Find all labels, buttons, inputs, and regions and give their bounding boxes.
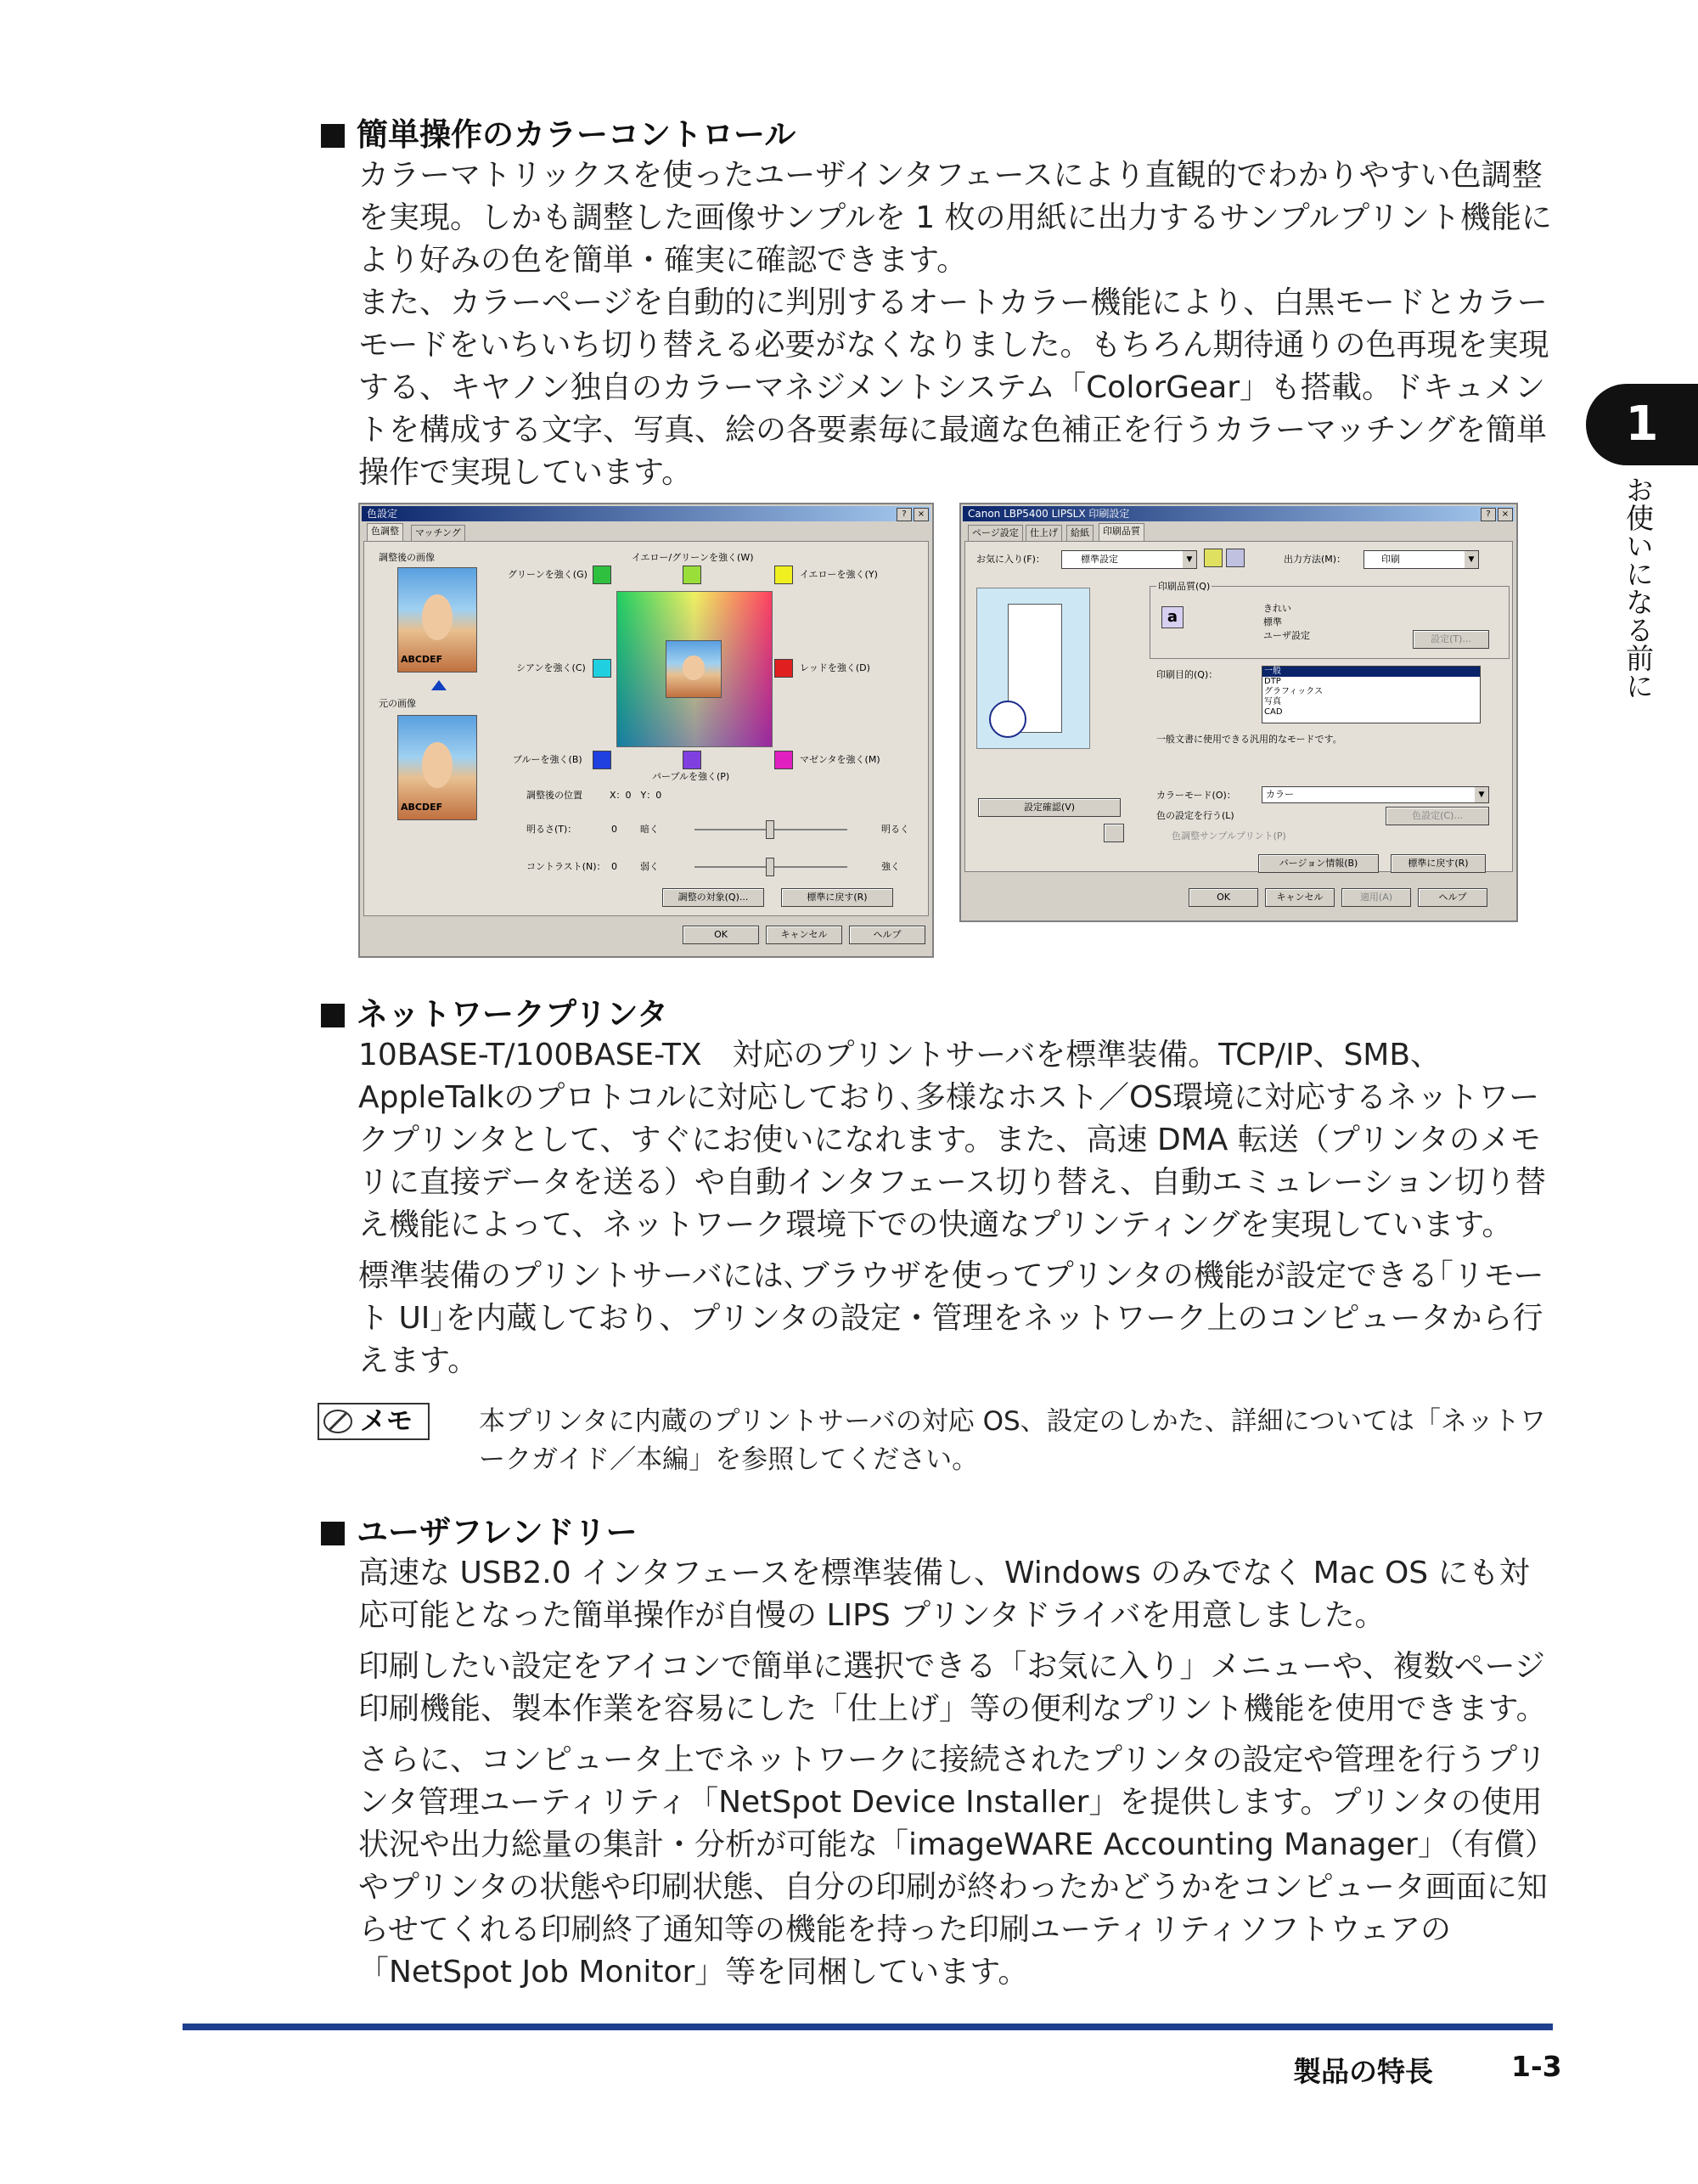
position-label: 調整後の位置 [526,790,582,801]
footer-title: 製品の特長 [1293,2055,1433,2088]
list-item[interactable]: DTP [1264,677,1281,686]
cyan-button[interactable] [593,659,611,678]
ok-button[interactable]: OK [1189,888,1258,907]
help-icon[interactable]: ? [897,508,912,521]
section-body-color-control [358,155,1552,494]
matrix-center-preview [666,640,722,698]
memo-label-box [318,1403,430,1440]
help-button[interactable]: ヘルプ [1418,888,1487,907]
section-heading-color-control: 簡単操作のカラーコントロール [321,115,796,155]
paragraph: 標準装備のプリントサーバには､ブラウザを使ってプリンタの機能が設定できる｢リモート UI｣を内蔵しており、プリンタの設定・管理をネットワーク上のコンピュータから行えます。 [358,1258,1544,1378]
output-label: 出力方法(M)： [1284,554,1347,565]
paragraph: また、カラーページを自動的に判別するオートカラー機能により、白黒モードとカラーモードをいちいち切り替える必要がなくなりました。もちろん期待通りの色再現を実現する、キヤノン独自のカラーマネジメントシステム「ColorGear」も搭載。ドキュメントを構成する文字、写真、絵の各要素毎に最適な色補正を行うカラーマッチングを簡単操作で実現しています。 [358,285,1549,490]
cancel-button[interactable]: キャンセル [766,926,842,944]
yellow-button[interactable] [774,566,793,584]
arrow-up-icon [431,680,447,690]
blue-button[interactable] [593,751,611,769]
list-item[interactable]: 一般 [1262,667,1480,677]
favorite-label: お気に入り(F)： [976,554,1045,565]
tab-color-adjust[interactable]: 色調整 [367,523,403,542]
output-select[interactable] [1363,550,1479,569]
help-button[interactable]: ヘルプ [849,926,925,944]
quality-option-standard[interactable]: 標準 [1263,616,1282,628]
brightness-slider-handle[interactable] [766,820,774,839]
tab-page-setup[interactable]: ページ設定 [968,525,1023,541]
tab-matching[interactable]: マッチング [411,525,465,541]
footer-rule [183,2024,1553,2030]
bright-label: 明るく [881,824,909,835]
apply-button[interactable]: 適用(A) [1341,888,1411,907]
position-value: X：0 Y：0 [610,790,662,801]
red-label: レッドを強く(D) [800,662,870,673]
restore-default-button[interactable]: 標準に戻す(R) [1391,854,1486,873]
memo-text: 本プリンタに内蔵のプリントサーバの対応 OS、設定のしかた、詳細については「ネットワークガイド／本編」を参照してください。 [479,1406,1547,1475]
magenta-label: マゼンタを強く(M) [800,754,880,765]
confirm-settings-button[interactable]: 設定確認(V) [978,798,1121,817]
tab-print-quality[interactable]: 印刷品質 [1099,523,1144,542]
chapter-label: お使いになる前に [1622,476,1655,700]
quality-option-fine[interactable]: きれい [1263,603,1291,614]
weak-label: 弱く [640,861,659,872]
green-button[interactable] [593,566,611,584]
yellow-green-label: イエロー/グリーンを強く(W) [632,552,754,563]
dialog-titlebar: 色設定 ? × [362,506,931,521]
brightness-label: 明るさ(T)： [526,824,577,835]
color-setting-checkbox[interactable]: 色の設定を行う(L) [1156,810,1234,821]
dark-label: 暗く [640,824,659,835]
print-purpose-label: 印刷目的(Q)： [1156,669,1218,680]
color-mode-value: カラー [1266,789,1294,800]
section-body-user-friendly [358,1552,1552,1994]
purpose-description: 一般文書に使用できる汎用的なモードです。 [1156,734,1342,745]
chevron-down-icon[interactable]: ▼ [1183,551,1196,568]
tab-paper-source[interactable]: 給紙 [1066,525,1094,541]
paragraph: さらに、コンピュータ上でネットワークに接続されたプリンタの設定や管理を行うプリンタ管理ユーティリティ「NetSpot Device Installer」を提供します。プリンタの使用状況や出力総量の集計・分析が可能な「imageWARE Accounting Manager」（有償）やプリンタの状態や印刷状態、自分の印刷が終わったかどうかをコンピュータ画面に知らせてくれる印刷終了通知等の機能を持った印刷ユーティリティソフトウェアの「NetSpot Job Monitor」等を同梱しています。 [358,1742,1548,1990]
page-preview [976,588,1090,749]
cancel-button[interactable]: キャンセル [1265,888,1335,907]
adjust-target-button[interactable]: 調整の対象(Q)... [662,888,764,907]
sample-print-checkbox[interactable]: 色調整サンプルプリント(P) [1172,830,1286,842]
magenta-button[interactable] [774,751,793,769]
cyan-label: シアンを強く(C) [516,662,586,673]
close-icon[interactable]: × [1498,508,1513,521]
sample-text: ABCDEF [401,654,443,665]
chevron-down-icon[interactable]: ▼ [1465,551,1478,568]
color-settings-dialog [358,503,934,958]
red-button[interactable] [774,659,793,678]
version-info-button[interactable]: バージョン情報(B) [1258,854,1379,873]
ok-button[interactable]: OK [683,926,759,944]
settings-icon[interactable] [1104,824,1124,842]
edit-favorite-icon[interactable] [1226,549,1245,567]
list-item[interactable]: CAD [1264,707,1283,717]
output-value: 印刷 [1381,554,1400,565]
color-setting-button[interactable]: 色設定(C)... [1386,807,1489,825]
green-label: グリーンを強く(G) [508,569,588,580]
paragraph: 印刷したい設定をアイコンで簡単に選択できる「お気に入り」メニューや、複数ページ印刷機能、製本作業を容易にした「仕上げ」等の便利なプリント機能を使用できます。 [358,1649,1547,1726]
contrast-label: コントラスト(N)： [526,861,606,872]
quality-icon: a [1161,606,1184,628]
original-image-label: 元の画像 [379,698,416,709]
dialog-titlebar: Canon LBP5400 LIPSLX 印刷設定 ? × [963,506,1515,521]
color-mode-select[interactable] [1262,786,1489,803]
quality-setting-button[interactable]: 設定(T)... [1413,630,1489,649]
chapter-tab: 1 [1586,384,1698,465]
help-icon[interactable]: ? [1481,508,1496,521]
paragraph: 高速な USB2.0 インタフェースを標準装備し、Windows のみでなく Mac OS にも対応可能となった簡単操作が自慢の LIPS プリンタドライバを用意しました。 [358,1556,1530,1633]
restore-default-button[interactable]: 標準に戻す(R) [781,888,893,907]
paragraph: 10BASE-T/100BASE-TX 対応のプリントサーバを標準装備。TCP/IP、SMB、AppleTalkのプロトコルに対応しており､多様なホスト／OS環境に対応するネットワークプリンタとして、すぐにお使いになれます。また、高速 DMA 転送（プリンタのメモリに直接データを送る）や自動インタフェース切り替え、自動エミュレーション切り替え機能によって、ネットワーク環境下での快適なプリンティングを実現しています。 [358,1038,1546,1242]
print-purpose-list[interactable] [1262,666,1481,723]
purple-button[interactable] [683,751,701,769]
list-item[interactable]: 写真 [1264,697,1281,706]
paragraph: カラーマトリックスを使ったユーザインタフェースにより直観的でわかりやすい色調整を実現。しかも調整した画像サンプルを 1 枚の用紙に出力するサンプルプリント機能により好みの色を簡単・確実に確認できます。 [358,158,1552,278]
memo-label: メモ [360,1406,413,1437]
yellow-green-button[interactable] [683,566,701,584]
page-number: 1-3 [1511,2050,1562,2083]
yellow-label: イエローを強く(Y) [800,569,878,580]
after-image-label: 調整後の画像 [379,552,435,563]
print-quality-label: 印刷品質(Q) [1158,581,1211,592]
color-mode-label: カラーモード(O)： [1156,790,1236,801]
section-body-network-printer [358,1034,1552,1382]
blue-label: ブルーを強く(B) [513,754,582,765]
brightness-value: 0 [611,824,617,835]
tab-finishing[interactable]: 仕上げ [1026,525,1062,541]
chevron-down-icon[interactable]: ▼ [1475,787,1488,802]
sample-text: ABCDEF [401,802,443,813]
favorite-select[interactable] [1061,550,1197,569]
strong-label: 強く [881,861,900,872]
purple-label: パープルを強く(P) [652,771,730,782]
section-heading-user-friendly: ユーザフレンドリー [321,1513,638,1552]
contrast-value: 0 [611,861,617,872]
section-heading-network-printer: ネットワークプリンタ [321,995,668,1034]
contrast-slider-handle[interactable] [766,858,774,876]
list-item[interactable]: グラフィックス [1264,687,1324,696]
print-settings-dialog [959,503,1518,922]
close-icon[interactable]: × [914,508,929,521]
pencil-icon [323,1408,353,1435]
favorite-value: 標準設定 [1081,554,1118,565]
quality-option-custom[interactable]: ユーザ設定 [1263,630,1310,641]
color-matching-icon [989,701,1026,738]
add-favorite-icon[interactable] [1204,549,1223,567]
